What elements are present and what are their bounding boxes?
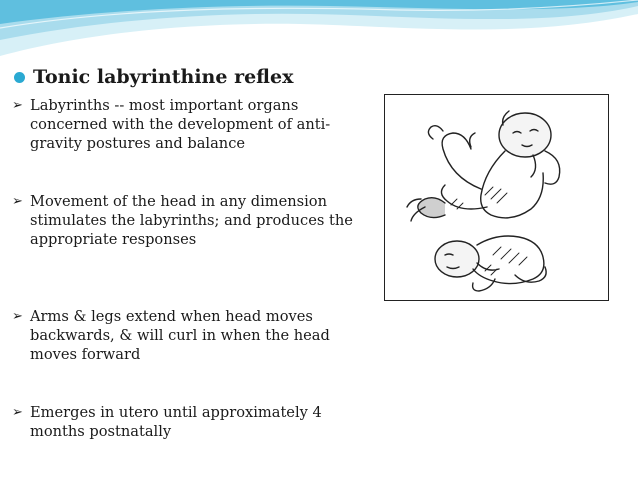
circle-bullet-icon <box>14 72 25 83</box>
arrow-bullet-icon: ➢ <box>12 194 23 209</box>
infant-prone-sketch <box>435 236 546 291</box>
infant-reflex-illustration <box>384 94 609 301</box>
bullet-text: Movement of the head in any dimension stimulates the labyrinths; and produces the appropriate responses <box>30 193 353 248</box>
bullet-item <box>12 307 372 364</box>
bullet-text: Arms & legs extend when head moves backwards, & will curl in when the head moves forward <box>30 308 330 363</box>
bullet-text: Labyrinths -- most important organs concerned with the development of anti-gravity postures and balance <box>30 97 331 152</box>
bullet-item <box>12 403 372 441</box>
infant-supine-sketch <box>407 111 560 221</box>
slide-title: Tonic labyrinthine reflex <box>33 66 294 88</box>
bullet-item <box>12 96 372 153</box>
header-wave-decoration <box>0 0 638 70</box>
title-row <box>14 66 293 88</box>
infant-sketch-image <box>385 95 608 300</box>
arrow-bullet-icon: ➢ <box>12 309 23 324</box>
arrow-bullet-icon: ➢ <box>12 405 23 420</box>
bullet-text: Emerges in utero until approximately 4 months postnatally <box>30 404 322 440</box>
bullet-item <box>12 192 372 249</box>
arrow-bullet-icon: ➢ <box>12 98 23 113</box>
